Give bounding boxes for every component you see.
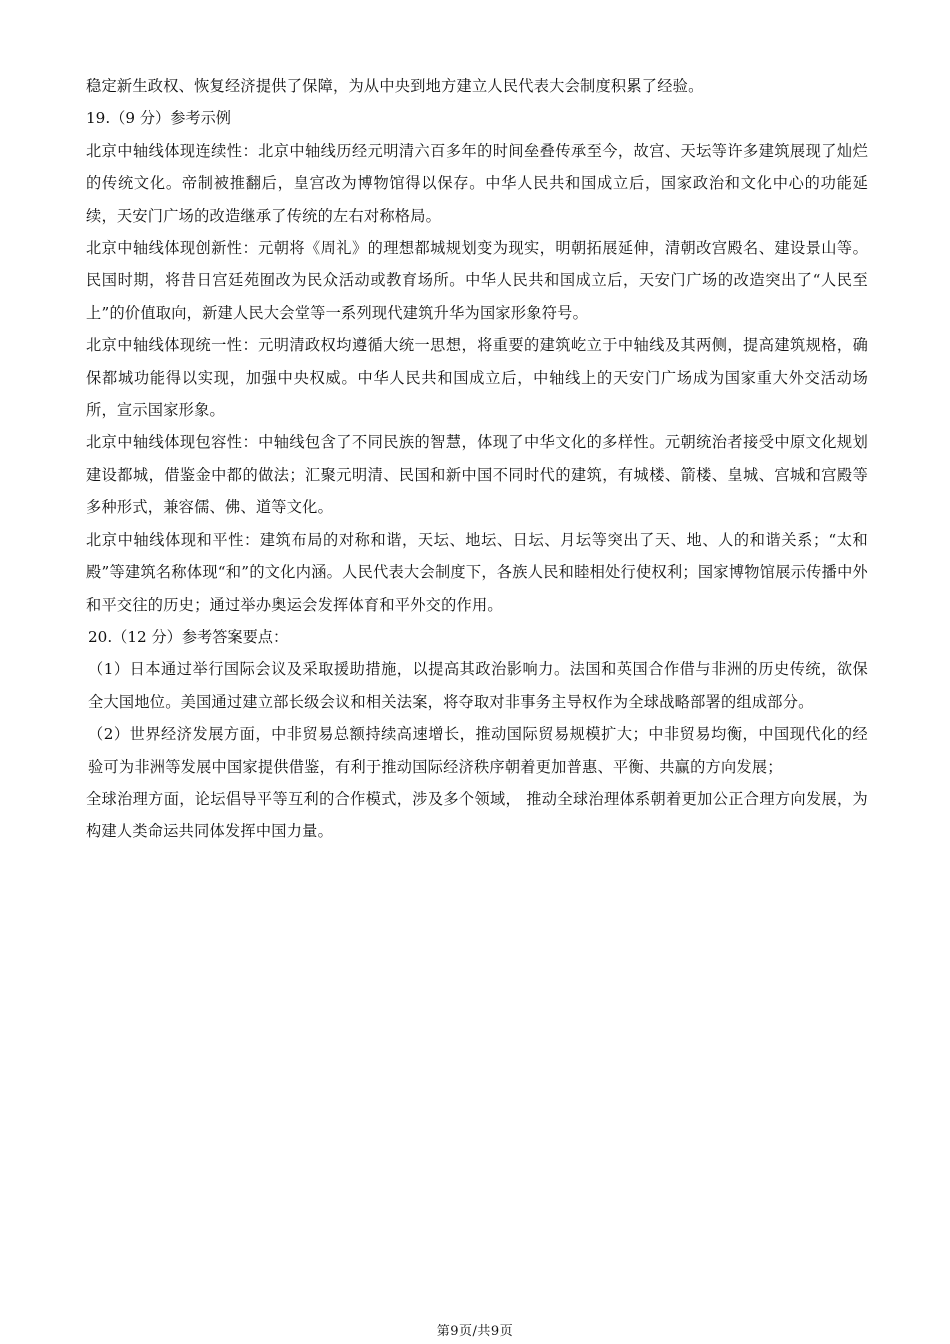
paragraph-innovation: 北京中轴线体现创新性：元朝将《周礼》的理想都城规划变为现实，明朝拓展延伸，清朝改宫殿名、建设景山等。民国时期，将昔日宫廷苑囿改为民众活动或教育场所。中华人民共和国成立后，天安门广场的改造突出了“人民至上”的价值取向，新建人民大会堂等一系列现代建筑升华为国家形象符号。 <box>86 239 868 322</box>
question-19-heading: 19.（9 分）参考示例 <box>86 109 231 128</box>
answer-20-global-governance: 全球治理方面，论坛倡导平等互利的合作模式，涉及多个领域， 推动全球治理体系朝着更加公正合理方向发展，为构建人类命运共同体发挥中国力量。 <box>86 789 868 841</box>
question-20-heading: 20.（12 分）参考答案要点： <box>88 627 289 646</box>
paragraph-continuation: 稳定新生政权、恢复经济提供了保障，为从中央到地方建立人民代表大会制度积累了经验。 <box>86 77 704 95</box>
document-body <box>86 70 868 848</box>
paragraph-continuity: 北京中轴线体现连续性：北京中轴线历经元明清六百多年的时间垒叠传承至今，故宫、天坛等许多建筑展现了灿烂的传统文化。帝制被推翻后，皇宫改为博物馆得以保存。中华人民共和国成立后，国家政治和文化中心的功能延续，天安门广场的改造继承了传统的左右对称格局。 <box>86 141 868 225</box>
page-number-footer: 第9页/共9页 <box>436 1324 514 1339</box>
answer-20-part-1: （1）日本通过举行国际会议及采取援助措施，以提高其政治影响力。法国和英国合作借与非洲的历史传统，欲保全大国地位。美国通过建立部长级会议和相关法案，将夺取对非事务主导权作为全球战略部署的组成部分。 <box>88 660 868 711</box>
answer-20-part-2: （2）世界经济发展方面，中非贸易总额持续高速增长，推动国际贸易规模扩大；中非贸易均衡，中国现代化的经验可为非洲等发展中国家提供借鉴，有利于推动国际经济秩序朝着更加普惠、平衡、共赢的方向发展； <box>88 725 868 776</box>
paragraph-peace: 北京中轴线体现和平性：建筑布局的对称和谐，天坛、地坛、日坛、月坛等突出了天、地、人的和谐关系；“太和殿”等建筑名称体现“和”的文化内涵。人民代表大会制度下，各族人民和睦相处行使权利；国家博物馆展示传播中外和平交往的历史；通过举办奥运会发挥体育和平外交的作用。 <box>86 530 868 614</box>
paragraph-unity: 北京中轴线体现统一性：元明清政权均遵循大统一思想，将重要的建筑屹立于中轴线及其两侧，提高建筑规格，确保都城功能得以实现，加强中央权威。中华人民共和国成立后，中轴线上的天安门广场成为国家重大外交活动场所，宣示国家形象。 <box>86 336 868 420</box>
paragraph-inclusiveness: 北京中轴线体现包容性：中轴线包含了不同民族的智慧，体现了中华文化的多样性。元朝统治者接受中原文化规划建设都城，借鉴金中都的做法；汇聚元明清、民国和新中国不同时代的建筑，有城楼、箭楼、皇城、宫城和宫殿等多种形式，兼容儒、佛、道等文化。 <box>86 433 868 517</box>
